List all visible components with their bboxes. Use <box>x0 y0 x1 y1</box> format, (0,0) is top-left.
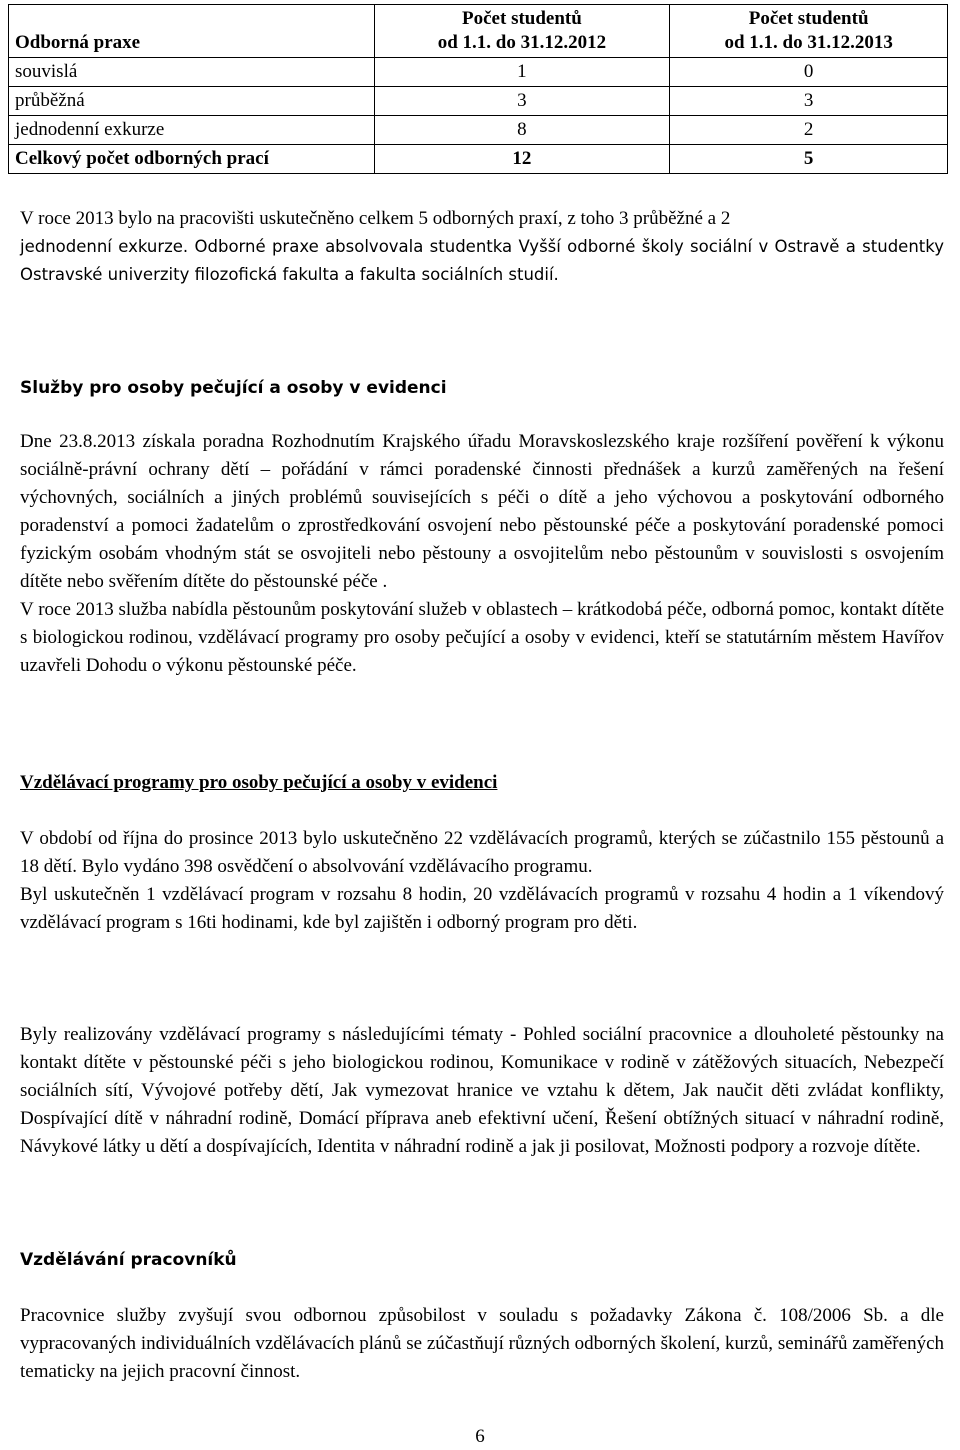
table-row <box>9 58 948 87</box>
programs-paragraph-2: Byl uskutečněn 1 vzdělávací program v rozsahu 8 hodin, 20 vzdělávacích programů v rozsahu 4 hodin a 1 víkendový vzdělávací program s 16ti hodinami, kde byl zajištěn i odborný program pro děti. <box>20 884 944 933</box>
table-header-row <box>9 5 948 58</box>
programs-paragraph-1: V období od října do prosince 2013 bylo uskutečněno 22 vzdělávacích programů, kterých se zúčastnilo 155 pěstounů a 18 dětí. Bylo vydáno 398 osvědčení o absolvování vzdělávacího programu. <box>20 828 944 877</box>
practice-table <box>8 4 948 174</box>
table-row <box>9 87 948 116</box>
header-students-2012 <box>374 5 670 58</box>
header-practice-type: Odborná praxe <box>9 5 375 58</box>
practice-summary-rest: jednodenní exkurze. Odborné praxe absolvovala studentka Vyšší odborné školy sociální v Ostravě a studentky Ostravské univerzity filozofická fakulta a fakulta sociálních studií. <box>20 237 944 284</box>
services-paragraph-1: Dne 23.8.2013 získala poradna Rozhodnutím Krajského úřadu Moravskoslezského kraje rozšíření pověření k výkonu sociálně-právní ochrany dětí – pořádání v rámci poradenské činnosti přednášek a kurzů zaměřených na řešení výchovných, sociálních a jiných problémů souvisejících s péči o dítě a jeho výchovou a poskytování odborného poradenství a pomoci žadatelům o zprostředkování osvojení nebo pěstounské péče a poskytování poradenské pomoci fyzickým osobám vhodným stát se osvojiteli nebo pěstouny a osvojitelům nebo pěstounům v souvislosti s osvojením dítěte nebo svěřením dítěte do pěstounské péče . <box>20 431 944 592</box>
row-value-2013: 3 <box>670 87 948 116</box>
row-label: souvislá <box>9 58 375 87</box>
total-value-2013: 5 <box>670 145 948 174</box>
programs-section <box>20 825 944 937</box>
row-value-2012: 3 <box>374 87 670 116</box>
services-paragraph-2: V roce 2013 služba nabídla pěstounům poskytování služeb v oblastech – krátkodobá péče, odborná pomoc, kontakt dítěte s biologickou rodinou, vzdělávací programy pro osoby pečující a osoby v evidenci, kteří se statutárním městem Havířov uzavřeli Dohodu o výkonu pěstounské péče. <box>20 599 944 676</box>
row-value-2013: 0 <box>670 58 948 87</box>
row-value-2012: 1 <box>374 58 670 87</box>
practice-summary <box>20 205 944 289</box>
services-section <box>20 428 944 680</box>
row-value-2012: 8 <box>374 116 670 145</box>
section-heading-services: Služby pro osoby pečující a osoby v evidenci <box>20 378 447 398</box>
header-students-2012-line2: od 1.1. do 31.12.2012 <box>437 32 607 53</box>
section-heading-staff: Vzdělávání pracovníků <box>20 1250 237 1270</box>
page-number: 6 <box>475 1426 485 1447</box>
total-value-2012: 12 <box>374 145 670 174</box>
staff-section <box>20 1302 944 1386</box>
section-heading-programs: Vzdělávací programy pro osoby pečující a osoby v evidenci <box>20 772 498 793</box>
total-label: Celkový počet odborných prací <box>9 145 375 174</box>
table-total-row <box>9 145 948 174</box>
staff-paragraph: Pracovnice služby zvyšují svou odbornou způsobilost v souladu s požadavky Zákona č. 108/2006 Sb. a dle vypracovaných individuálních vzdělávacích plánů se zúčastňují různých odborných školení, kurzů, seminářů zaměřených tematicky na jejich pracovní činnost. <box>20 1305 944 1382</box>
practice-summary-line1: V roce 2013 bylo na pracovišti uskutečněno celkem 5 odborných praxí, z toho 3 průběžné a 2 <box>20 208 731 229</box>
row-label: jednodenní exkurze <box>9 116 375 145</box>
programs-topics <box>20 1021 944 1161</box>
header-students-2013 <box>670 5 948 58</box>
row-label: průběžná <box>9 87 375 116</box>
header-students-2013-line1: Počet studentů <box>748 8 869 29</box>
row-value-2013: 2 <box>670 116 948 145</box>
programs-paragraph-3: Byly realizovány vzdělávací programy s následujícími tématy - Pohled sociální pracovnice a dlouholeté pěstounky na kontakt dítěte v pěstounské péči s jeho biologickou rodinou, Komunikace v rodině v zátěžových situacích, Nebezpečí sociálních sítí, Vývojové potřeby dětí, Jak vymezovat hranice ve vztahu k dětem, Jak naučit děti zvládat konflikty, Dospívající dítě v náhradní rodině, Domácí příprava aneb efektivní učení, Řešení obtížných situací v náhradní rodině, Návykové látky u dětí a dospívajících, Identita v náhradní rodině a jak ji posilovat, Možnosti podpory a rozvoje dítěte. <box>20 1024 944 1157</box>
header-students-2013-line2: od 1.1. do 31.12.2013 <box>724 32 893 53</box>
table-row <box>9 116 948 145</box>
header-students-2012-line1: Počet studentů <box>462 8 582 29</box>
